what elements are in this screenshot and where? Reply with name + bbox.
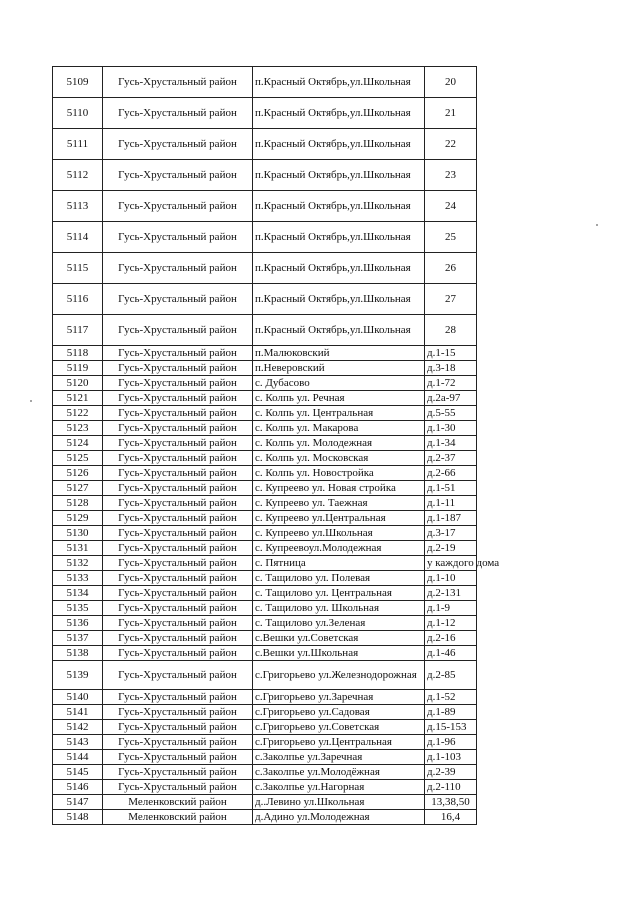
table-row — [53, 191, 477, 222]
table-row — [53, 222, 477, 253]
address-cell: п.Неверовский — [253, 361, 425, 376]
district-cell: Гусь-Хрустальный район — [103, 376, 253, 391]
house-numbers-cell: 25 — [425, 222, 477, 253]
table-row — [53, 601, 477, 616]
scan-speck — [596, 224, 598, 226]
house-numbers-cell: д.3-17 — [425, 526, 477, 541]
row-number-cell: 5134 — [53, 586, 103, 601]
address-cell: с. Пятница — [253, 556, 425, 571]
table-row — [53, 376, 477, 391]
district-cell: Гусь-Хрустальный район — [103, 315, 253, 346]
house-numbers-cell: д.1-30 — [425, 421, 477, 436]
address-cell: с. Колпь ул. Новостройка — [253, 466, 425, 481]
table-row — [53, 631, 477, 646]
district-cell: Гусь-Хрустальный район — [103, 436, 253, 451]
table-row — [53, 556, 477, 571]
house-numbers-cell: у каждого дома — [425, 556, 477, 571]
house-numbers-cell: д.1-12 — [425, 616, 477, 631]
table-row — [53, 616, 477, 631]
address-cell: п.Красный Октябрь,ул.Школьная — [253, 191, 425, 222]
district-cell: Гусь-Хрустальный район — [103, 451, 253, 466]
table-row — [53, 661, 477, 690]
house-numbers-cell: д.1-187 — [425, 511, 477, 526]
house-numbers-cell: д.1-96 — [425, 735, 477, 750]
table-row — [53, 406, 477, 421]
table-row — [53, 361, 477, 376]
table-row — [53, 481, 477, 496]
address-cell: п.Красный Октябрь,ул.Школьная — [253, 160, 425, 191]
row-number-cell: 5126 — [53, 466, 103, 481]
district-cell: Гусь-Хрустальный район — [103, 705, 253, 720]
district-cell: Гусь-Хрустальный район — [103, 646, 253, 661]
house-numbers-cell: д.15-153 — [425, 720, 477, 735]
house-numbers-cell: 13,38,50 — [425, 795, 477, 810]
address-cell: с.Заколпье ул.Заречная — [253, 750, 425, 765]
house-numbers-cell: 26 — [425, 253, 477, 284]
house-numbers-cell: 16,4 — [425, 810, 477, 825]
district-cell: Гусь-Хрустальный район — [103, 160, 253, 191]
house-numbers-cell: д.1-72 — [425, 376, 477, 391]
row-number-cell: 5115 — [53, 253, 103, 284]
row-number-cell: 5131 — [53, 541, 103, 556]
district-cell: Гусь-Хрустальный район — [103, 690, 253, 705]
row-number-cell: 5139 — [53, 661, 103, 690]
address-cell: с. Купреево ул.Школьная — [253, 526, 425, 541]
row-number-cell: 5116 — [53, 284, 103, 315]
district-cell: Гусь-Хрустальный район — [103, 526, 253, 541]
address-cell: с. Тащилово ул.Зеленая — [253, 616, 425, 631]
row-number-cell: 5127 — [53, 481, 103, 496]
address-cell: п.Красный Октябрь,ул.Школьная — [253, 315, 425, 346]
address-cell: с.Вешки ул.Школьная — [253, 646, 425, 661]
district-cell: Гусь-Хрустальный район — [103, 601, 253, 616]
district-cell: Гусь-Хрустальный район — [103, 556, 253, 571]
row-number-cell: 5148 — [53, 810, 103, 825]
address-cell: п.Красный Октябрь,ул.Школьная — [253, 222, 425, 253]
district-cell: Гусь-Хрустальный район — [103, 191, 253, 222]
address-cell: с. Тащилово ул. Полевая — [253, 571, 425, 586]
table-row — [53, 129, 477, 160]
row-number-cell: 5118 — [53, 346, 103, 361]
house-numbers-cell: д.1-10 — [425, 571, 477, 586]
row-number-cell: 5119 — [53, 361, 103, 376]
address-cell: с.Вешки ул.Советская — [253, 631, 425, 646]
row-number-cell: 5133 — [53, 571, 103, 586]
row-number-cell: 5144 — [53, 750, 103, 765]
address-cell: с.Григорьево ул.Центральная — [253, 735, 425, 750]
house-numbers-cell: 21 — [425, 98, 477, 129]
row-number-cell: 5125 — [53, 451, 103, 466]
house-numbers-cell: д.1-9 — [425, 601, 477, 616]
table-row — [53, 720, 477, 735]
address-cell: с. Купреево ул.Центральная — [253, 511, 425, 526]
address-cell: с. Колпь ул. Речная — [253, 391, 425, 406]
row-number-cell: 5132 — [53, 556, 103, 571]
house-numbers-cell: д.2а-97 — [425, 391, 477, 406]
house-numbers-cell: 22 — [425, 129, 477, 160]
district-cell: Гусь-Хрустальный район — [103, 750, 253, 765]
row-number-cell: 5141 — [53, 705, 103, 720]
district-cell: Гусь-Хрустальный район — [103, 541, 253, 556]
row-number-cell: 5138 — [53, 646, 103, 661]
district-cell: Гусь-Хрустальный район — [103, 466, 253, 481]
table-row — [53, 436, 477, 451]
district-cell: Гусь-Хрустальный район — [103, 361, 253, 376]
row-number-cell: 5136 — [53, 616, 103, 631]
address-cell: с.Григорьево ул.Заречная — [253, 690, 425, 705]
district-cell: Гусь-Хрустальный район — [103, 616, 253, 631]
table-row — [53, 511, 477, 526]
table-row — [53, 67, 477, 98]
row-number-cell: 5111 — [53, 129, 103, 160]
table-row — [53, 160, 477, 191]
address-cell: с.Григорьево ул.Железнодорожная — [253, 661, 425, 690]
house-numbers-cell: д.2-19 — [425, 541, 477, 556]
district-cell: Гусь-Хрустальный район — [103, 253, 253, 284]
district-cell: Меленковский район — [103, 810, 253, 825]
table-row — [53, 795, 477, 810]
row-number-cell: 5135 — [53, 601, 103, 616]
table-row — [53, 466, 477, 481]
district-cell: Гусь-Хрустальный район — [103, 735, 253, 750]
district-cell: Гусь-Хрустальный район — [103, 406, 253, 421]
table-row — [53, 765, 477, 780]
table-row — [53, 586, 477, 601]
table-row — [53, 451, 477, 466]
district-cell: Гусь-Хрустальный район — [103, 391, 253, 406]
house-numbers-cell: д.2-85 — [425, 661, 477, 690]
row-number-cell: 5147 — [53, 795, 103, 810]
district-cell: Гусь-Хрустальный район — [103, 421, 253, 436]
district-cell: Гусь-Хрустальный район — [103, 765, 253, 780]
row-number-cell: 5128 — [53, 496, 103, 511]
scan-speck — [30, 400, 32, 402]
house-numbers-cell: 23 — [425, 160, 477, 191]
address-cell: п.Красный Октябрь,ул.Школьная — [253, 284, 425, 315]
house-numbers-cell: 20 — [425, 67, 477, 98]
district-cell: Гусь-Хрустальный район — [103, 571, 253, 586]
house-numbers-cell: д.2-37 — [425, 451, 477, 466]
table-row — [53, 735, 477, 750]
address-cell: п.Малюковский — [253, 346, 425, 361]
table-row — [53, 346, 477, 361]
row-number-cell: 5122 — [53, 406, 103, 421]
house-numbers-cell: д.1-11 — [425, 496, 477, 511]
table-row — [53, 526, 477, 541]
address-cell: с. Тащилово ул. Центральная — [253, 586, 425, 601]
row-number-cell: 5114 — [53, 222, 103, 253]
table-row — [53, 315, 477, 346]
row-number-cell: 5113 — [53, 191, 103, 222]
address-cell: с. Купреевоул.Молодежная — [253, 541, 425, 556]
table-row — [53, 253, 477, 284]
table-row — [53, 705, 477, 720]
address-cell: с. Колпь ул. Центральная — [253, 406, 425, 421]
house-numbers-cell: д.3-18 — [425, 361, 477, 376]
house-numbers-cell: д.1-34 — [425, 436, 477, 451]
row-number-cell: 5137 — [53, 631, 103, 646]
address-cell: с. Колпь ул. Макарова — [253, 421, 425, 436]
row-number-cell: 5121 — [53, 391, 103, 406]
district-cell: Гусь-Хрустальный район — [103, 586, 253, 601]
table-row — [53, 780, 477, 795]
address-cell: с. Колпь ул. Московская — [253, 451, 425, 466]
address-cell: п.Красный Октябрь,ул.Школьная — [253, 253, 425, 284]
district-cell: Гусь-Хрустальный район — [103, 631, 253, 646]
address-cell: п.Красный Октябрь,ул.Школьная — [253, 98, 425, 129]
table-row — [53, 391, 477, 406]
house-numbers-cell: д.2-39 — [425, 765, 477, 780]
district-cell: Гусь-Хрустальный район — [103, 481, 253, 496]
table-row — [53, 284, 477, 315]
table-row — [53, 646, 477, 661]
house-numbers-cell: 27 — [425, 284, 477, 315]
district-cell: Гусь-Хрустальный район — [103, 496, 253, 511]
house-numbers-cell: д.2-16 — [425, 631, 477, 646]
district-cell: Гусь-Хрустальный район — [103, 98, 253, 129]
address-cell: с.Григорьево ул.Советская — [253, 720, 425, 735]
district-cell: Гусь-Хрустальный район — [103, 284, 253, 315]
table-row — [53, 421, 477, 436]
table-row — [53, 98, 477, 129]
address-cell: п.Красный Октябрь,ул.Школьная — [253, 129, 425, 160]
row-number-cell: 5123 — [53, 421, 103, 436]
district-cell: Гусь-Хрустальный район — [103, 780, 253, 795]
table-row — [53, 690, 477, 705]
address-cell: с. Купреево ул. Таежная — [253, 496, 425, 511]
address-cell: с. Тащилово ул. Школьная — [253, 601, 425, 616]
table-body — [53, 67, 500, 825]
row-number-cell: 5129 — [53, 511, 103, 526]
district-cell: Гусь-Хрустальный район — [103, 511, 253, 526]
address-cell: с. Колпь ул. Молодежная — [253, 436, 425, 451]
address-table — [52, 66, 500, 825]
address-cell: с.Григорьево ул.Садовая — [253, 705, 425, 720]
house-numbers-cell: д.5-55 — [425, 406, 477, 421]
row-number-cell: 5112 — [53, 160, 103, 191]
row-number-cell: 5143 — [53, 735, 103, 750]
district-cell: Гусь-Хрустальный район — [103, 67, 253, 98]
address-cell: д.Адино ул.Молодежная — [253, 810, 425, 825]
house-numbers-cell: д.1-46 — [425, 646, 477, 661]
row-number-cell: 5120 — [53, 376, 103, 391]
row-number-cell: 5110 — [53, 98, 103, 129]
row-number-cell: 5109 — [53, 67, 103, 98]
address-cell: с. Дубасово — [253, 376, 425, 391]
table-row — [53, 750, 477, 765]
house-numbers-cell: д.2-131 — [425, 586, 477, 601]
house-numbers-cell: д.1-15 — [425, 346, 477, 361]
house-numbers-cell: д.1-89 — [425, 705, 477, 720]
row-number-cell: 5117 — [53, 315, 103, 346]
address-cell: п.Красный Октябрь,ул.Школьная — [253, 67, 425, 98]
table-row — [53, 496, 477, 511]
table-row — [53, 571, 477, 586]
row-number-cell: 5145 — [53, 765, 103, 780]
row-number-cell: 5142 — [53, 720, 103, 735]
address-cell: с.Заколпье ул.Нагорная — [253, 780, 425, 795]
district-cell: Гусь-Хрустальный район — [103, 661, 253, 690]
table-row — [53, 541, 477, 556]
row-number-cell: 5130 — [53, 526, 103, 541]
row-number-cell: 5140 — [53, 690, 103, 705]
house-numbers-cell: 28 — [425, 315, 477, 346]
district-cell: Гусь-Хрустальный район — [103, 720, 253, 735]
row-number-cell: 5146 — [53, 780, 103, 795]
house-numbers-cell: д.1-52 — [425, 690, 477, 705]
address-cell: с.Заколпье ул.Молодёжная — [253, 765, 425, 780]
address-cell: д..Левино ул.Школьная — [253, 795, 425, 810]
address-cell: с. Купреево ул. Новая стройка — [253, 481, 425, 496]
table-row — [53, 810, 477, 825]
district-cell: Гусь-Хрустальный район — [103, 222, 253, 253]
district-cell: Гусь-Хрустальный район — [103, 129, 253, 160]
house-numbers-cell: 24 — [425, 191, 477, 222]
house-numbers-cell: д.2-66 — [425, 466, 477, 481]
house-numbers-cell: д.1-51 — [425, 481, 477, 496]
row-number-cell: 5124 — [53, 436, 103, 451]
district-cell: Гусь-Хрустальный район — [103, 346, 253, 361]
district-cell: Меленковский район — [103, 795, 253, 810]
house-numbers-cell: д.2-110 — [425, 780, 477, 795]
house-numbers-cell: д.1-103 — [425, 750, 477, 765]
